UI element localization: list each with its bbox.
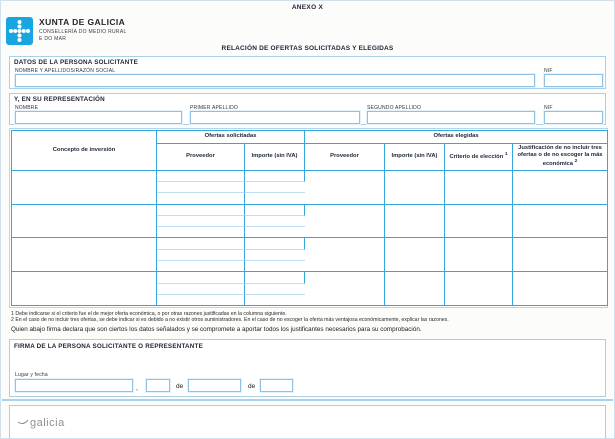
applicant-section bbox=[9, 56, 606, 89]
of-separator-2: de bbox=[248, 383, 256, 390]
form-title: RELACIÓN DE OFERTAS SOLICITADAS Y ELEGIDAS bbox=[221, 45, 394, 52]
solicited-amount-cell[interactable] bbox=[245, 238, 305, 249]
comma-separator: , bbox=[136, 385, 138, 392]
criterion-header: Criterio de elección $^1$ bbox=[445, 144, 513, 171]
solicited-amount-cell[interactable] bbox=[245, 182, 305, 193]
chosen-provider-cell[interactable] bbox=[305, 272, 385, 306]
galicia-logo bbox=[17, 414, 65, 429]
solicited-provider-cell[interactable] bbox=[157, 205, 245, 216]
rep-surname2-label: SEGUNDO APELLIDO bbox=[367, 105, 422, 111]
solicited-amount-cell[interactable] bbox=[245, 250, 305, 261]
chosen-group-header: Ofertas elegidas bbox=[305, 131, 607, 144]
criterion-cell[interactable] bbox=[445, 238, 513, 272]
solicited-provider-cell[interactable] bbox=[157, 216, 245, 227]
footer-box bbox=[9, 405, 606, 439]
rep-first-name-label: NOMBRE bbox=[15, 105, 39, 111]
day-input[interactable] bbox=[146, 379, 170, 392]
solicited-amount-cell[interactable] bbox=[245, 216, 305, 227]
justification-footnote-ref: 2 bbox=[574, 159, 578, 165]
solicited-provider-cell[interactable] bbox=[157, 182, 245, 193]
justification-cell[interactable] bbox=[513, 238, 607, 272]
footer-divider bbox=[2, 399, 613, 401]
justification-cell[interactable] bbox=[513, 272, 607, 306]
place-input[interactable] bbox=[15, 379, 133, 392]
chosen-provider-cell[interactable] bbox=[305, 171, 385, 205]
signature-section bbox=[9, 339, 606, 397]
solicited-amount-cell[interactable] bbox=[245, 295, 305, 306]
criterion-footnote-ref: 1 bbox=[504, 152, 508, 158]
offers-table-row bbox=[12, 272, 607, 283]
concept-cell[interactable] bbox=[12, 238, 157, 272]
solicited-amount-cell[interactable] bbox=[245, 272, 305, 283]
offers-table-row bbox=[12, 205, 607, 216]
solicited-provider-cell[interactable] bbox=[157, 250, 245, 261]
rep-surname2-input[interactable] bbox=[367, 111, 535, 124]
applicant-nif-label: NIF bbox=[544, 68, 553, 74]
applicant-section-title: DATOS DE LA PERSONA SOLICITANTE bbox=[14, 59, 138, 66]
department-name-line1: CONSELLERÍA DO MEDIO RURAL bbox=[39, 29, 127, 35]
offers-table bbox=[11, 130, 608, 306]
chosen-provider-header: Proveedor bbox=[305, 144, 385, 171]
concept-cell[interactable] bbox=[12, 171, 157, 205]
chosen-amount-cell[interactable] bbox=[385, 272, 445, 306]
solicited-amount-cell[interactable] bbox=[245, 193, 305, 204]
offers-table-container bbox=[9, 128, 608, 308]
chosen-amount-cell[interactable] bbox=[385, 238, 445, 272]
galicia-logo-text: galicia bbox=[30, 417, 65, 429]
solicited-amount-cell[interactable] bbox=[245, 205, 305, 216]
solicited-provider-cell[interactable] bbox=[157, 193, 245, 204]
justification-cell[interactable] bbox=[513, 171, 607, 205]
justification-header: Justificación de no incluir tres ofertas o de no escoger la más económica $^2$ bbox=[513, 144, 607, 171]
declaration-text: Quien abajo firma declara que son ciertos los datos señalados y se compromete a aportar todos los justificantes necesarios para su comprobación. bbox=[11, 326, 422, 333]
footnote-2: 2 En el caso de no incluir tres ofertas, se debe indicar si es debido a no existir otros suministradores. En el caso de no escoger la oferta más ventajosa económicamente, explicar las razones. bbox=[11, 317, 449, 323]
representative-section-title: Y, EN SU REPRESENTACIÓN bbox=[14, 96, 105, 103]
chosen-amount-cell[interactable] bbox=[385, 205, 445, 239]
solicited-provider-header: Proveedor bbox=[157, 144, 245, 171]
criterion-cell[interactable] bbox=[445, 272, 513, 306]
rep-first-name-input[interactable] bbox=[15, 111, 182, 124]
solicited-provider-cell[interactable] bbox=[157, 227, 245, 238]
department-name-line2: E DO MAR bbox=[39, 36, 67, 42]
rep-nif-label: NIF bbox=[544, 105, 553, 111]
rep-nif-input[interactable] bbox=[544, 111, 603, 124]
representative-section bbox=[9, 93, 606, 125]
concept-column-header: Concepto de inversión bbox=[12, 131, 157, 171]
year-input[interactable] bbox=[260, 379, 293, 392]
chosen-amount-header: Importe (sin IVA) bbox=[385, 144, 445, 171]
justification-cell[interactable] bbox=[513, 205, 607, 239]
solicited-provider-cell[interactable] bbox=[157, 238, 245, 249]
of-separator-1: de bbox=[176, 383, 184, 390]
concept-cell[interactable] bbox=[12, 272, 157, 306]
month-input[interactable] bbox=[188, 379, 241, 392]
chosen-amount-cell[interactable] bbox=[385, 171, 445, 205]
criterion-cell[interactable] bbox=[445, 205, 513, 239]
solicited-amount-cell[interactable] bbox=[245, 227, 305, 238]
offers-table-row bbox=[12, 238, 607, 249]
chosen-provider-cell[interactable] bbox=[305, 205, 385, 239]
solicited-provider-cell[interactable] bbox=[157, 171, 245, 182]
galicia-swoosh-icon bbox=[17, 414, 29, 429]
criterion-cell[interactable] bbox=[445, 171, 513, 205]
solicited-amount-cell[interactable] bbox=[245, 171, 305, 182]
annex-label: ANEXO X bbox=[291, 4, 324, 11]
xunta-logo bbox=[6, 17, 33, 45]
offers-table-body bbox=[12, 171, 607, 307]
concept-cell[interactable] bbox=[12, 205, 157, 239]
solicited-amount-header: Importe (sin IVA) bbox=[245, 144, 305, 171]
solicited-provider-cell[interactable] bbox=[157, 284, 245, 295]
org-name: XUNTA DE GALICIA bbox=[39, 17, 126, 27]
chosen-provider-cell[interactable] bbox=[305, 238, 385, 272]
rep-surname1-label: PRIMER APELLIDO bbox=[190, 105, 239, 111]
applicant-name-input[interactable] bbox=[15, 74, 535, 87]
footnote-1: 1 Debe indicarse si el criterio fue el de mejor oferta económica, o por otras razones justificadas en la columna siguiente. bbox=[11, 311, 287, 317]
solicited-amount-cell[interactable] bbox=[245, 284, 305, 295]
solicited-provider-cell[interactable] bbox=[157, 295, 245, 306]
signature-section-title: FIRMA DE LA PERSONA SOLICITANTE O REPRESENTANTE bbox=[14, 343, 203, 350]
solicited-amount-cell[interactable] bbox=[245, 261, 305, 272]
applicant-name-label: NOMBRE Y APELLIDOS/RAZÓN SOCIAL bbox=[15, 68, 116, 74]
solicited-provider-cell[interactable] bbox=[157, 261, 245, 272]
solicited-group-header: Ofertas solicitadas bbox=[157, 131, 305, 144]
rep-surname1-input[interactable] bbox=[190, 111, 360, 124]
place-date-label: Lugar y fecha bbox=[15, 372, 48, 378]
offers-table-row bbox=[12, 171, 607, 182]
applicant-nif-input[interactable] bbox=[544, 74, 603, 87]
solicited-provider-cell[interactable] bbox=[157, 272, 245, 283]
